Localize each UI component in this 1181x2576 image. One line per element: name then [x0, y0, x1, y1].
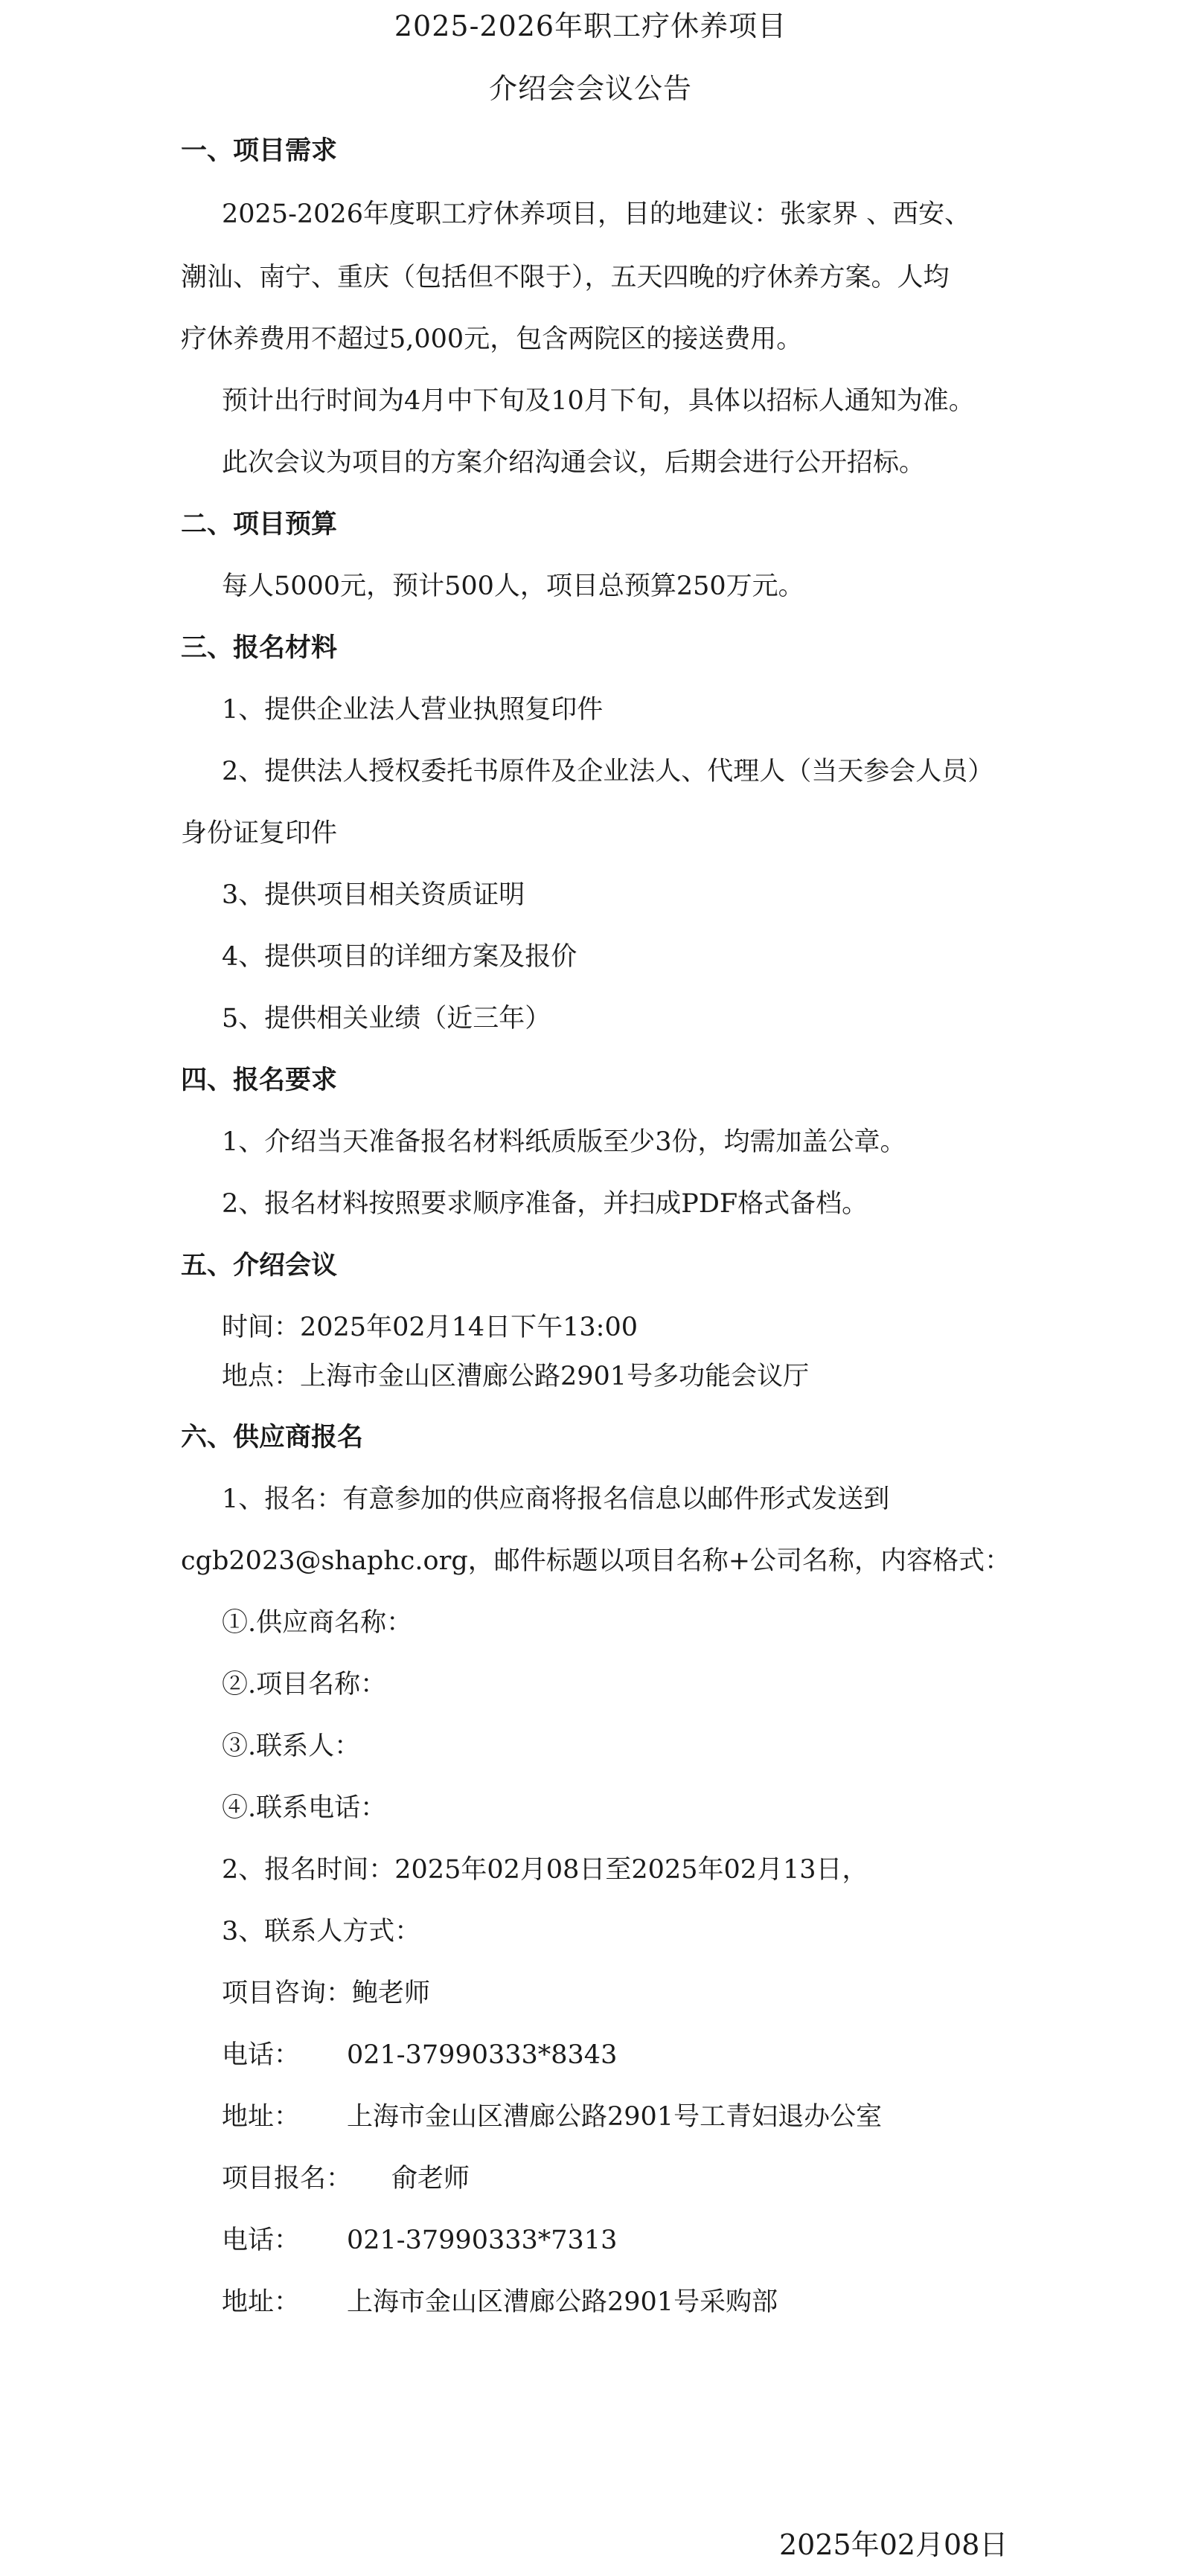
consult-phone: 021-37990333*8343: [347, 2040, 618, 2070]
section-6-item-1-line-2: cgb2023@shaphc.org，邮件标题以项目名称+公司名称，内容格式：: [181, 1546, 1011, 1576]
meeting-place: 地点：上海市金山区漕廊公路2901号多功能会议厅: [222, 1362, 810, 1391]
section-6-item-1-line-1: 1、报名：有意参加的供应商将报名信息以邮件形式发送到: [222, 1484, 890, 1514]
signup-contact-row: [222, 2162, 470, 2196]
signup-phone-row: [222, 2223, 617, 2258]
section-1-para-line-5: 此次会议为项目的方案介绍沟通会议，后期会进行公开招标。: [222, 448, 926, 478]
consult-contact-row: [222, 1976, 430, 2011]
phone-label: 电话：: [222, 2040, 301, 2070]
consult-label: 项目咨询：: [222, 1979, 353, 2008]
section-1-heading: 一、项目需求: [181, 136, 338, 166]
section-3-heading: 三、报名材料: [181, 633, 338, 663]
section-4-item-1: 1、介绍当天准备报名材料纸质版至少3份，均需加盖公章。: [222, 1127, 906, 1157]
section-2-para: 每人5000元，预计500人，项目总预算250万元。: [222, 571, 804, 601]
signup-phone: 021-37990333*7313: [347, 2226, 618, 2255]
section-3-item-4: 4、提供项目的详细方案及报价: [222, 942, 577, 972]
form-field-supplier-name: ①.供应商名称：: [222, 1608, 413, 1638]
signup-label: 项目报名：: [222, 2164, 353, 2194]
address-label: 地址：: [222, 2102, 301, 2132]
meeting-time: 时间：2025年02月14日下午13:00: [222, 1313, 638, 1342]
section-6-item-2: 2、报名时间：2025年02月08日至2025年02月13日，: [222, 1855, 868, 1885]
section-1-para-line-3: 疗休养费用不超过5,000元，包含两院区的接送费用。: [181, 324, 803, 354]
consult-address: 上海市金山区漕廊公路2901号工青妇退办公室: [347, 2102, 883, 2132]
section-5-heading: 五、介绍会议: [181, 1251, 338, 1281]
signup-name: 俞老师: [391, 2164, 470, 2194]
section-4-item-2: 2、报名材料按照要求顺序准备，并扫成PDF格式备档。: [222, 1189, 868, 1219]
section-3-item-3: 3、提供项目相关资质证明: [222, 880, 525, 910]
section-1-para-line-2: 潮汕、南宁、重庆（包括但不限于），五天四晚的疗休养方案。人均: [181, 263, 950, 292]
consult-address-row: [222, 2100, 882, 2134]
address-label: 地址：: [222, 2287, 301, 2317]
section-1-para-line-1: 2025-2026年度职工疗休养项目，目的地建议：张家界 、西安、: [222, 199, 971, 229]
title-line-2: 介绍会会议公告: [488, 72, 692, 105]
phone-label: 电话：: [222, 2226, 301, 2255]
section-3-item-2-line-2: 身份证复印件: [181, 818, 338, 848]
document-date: 2025年02月08日: [779, 2528, 1008, 2561]
section-6-heading: 六、供应商报名: [181, 1423, 364, 1452]
signup-address: 上海市金山区漕廊公路2901号采购部: [347, 2287, 778, 2317]
section-3-item-1: 1、提供企业法人营业执照复印件: [222, 695, 604, 725]
section-2-heading: 二、项目预算: [181, 510, 338, 539]
title-line-1: 2025-2026年职工疗休养项目: [394, 10, 787, 42]
section-4-heading: 四、报名要求: [181, 1066, 338, 1095]
form-field-contact-person: ③.联系人：: [222, 1731, 361, 1761]
form-field-project-name: ②.项目名称：: [222, 1670, 387, 1699]
section-6-item-3: 3、联系人方式：: [222, 1917, 421, 1947]
signup-address-row: [222, 2285, 778, 2319]
form-field-contact-phone: ④.联系电话：: [222, 1793, 387, 1823]
consult-name: 鲍老师: [352, 1979, 431, 2008]
section-1-para-line-4: 预计出行时间为4月中下旬及10月下旬，具体以招标人通知为准。: [222, 386, 975, 416]
section-3-item-5: 5、提供相关业绩（近三年）: [222, 1004, 551, 1034]
section-3-item-2-line-1: 2、提供法人授权委托书原件及企业法人、代理人（当天参会人员）: [222, 757, 994, 786]
consult-phone-row: [222, 2038, 617, 2072]
